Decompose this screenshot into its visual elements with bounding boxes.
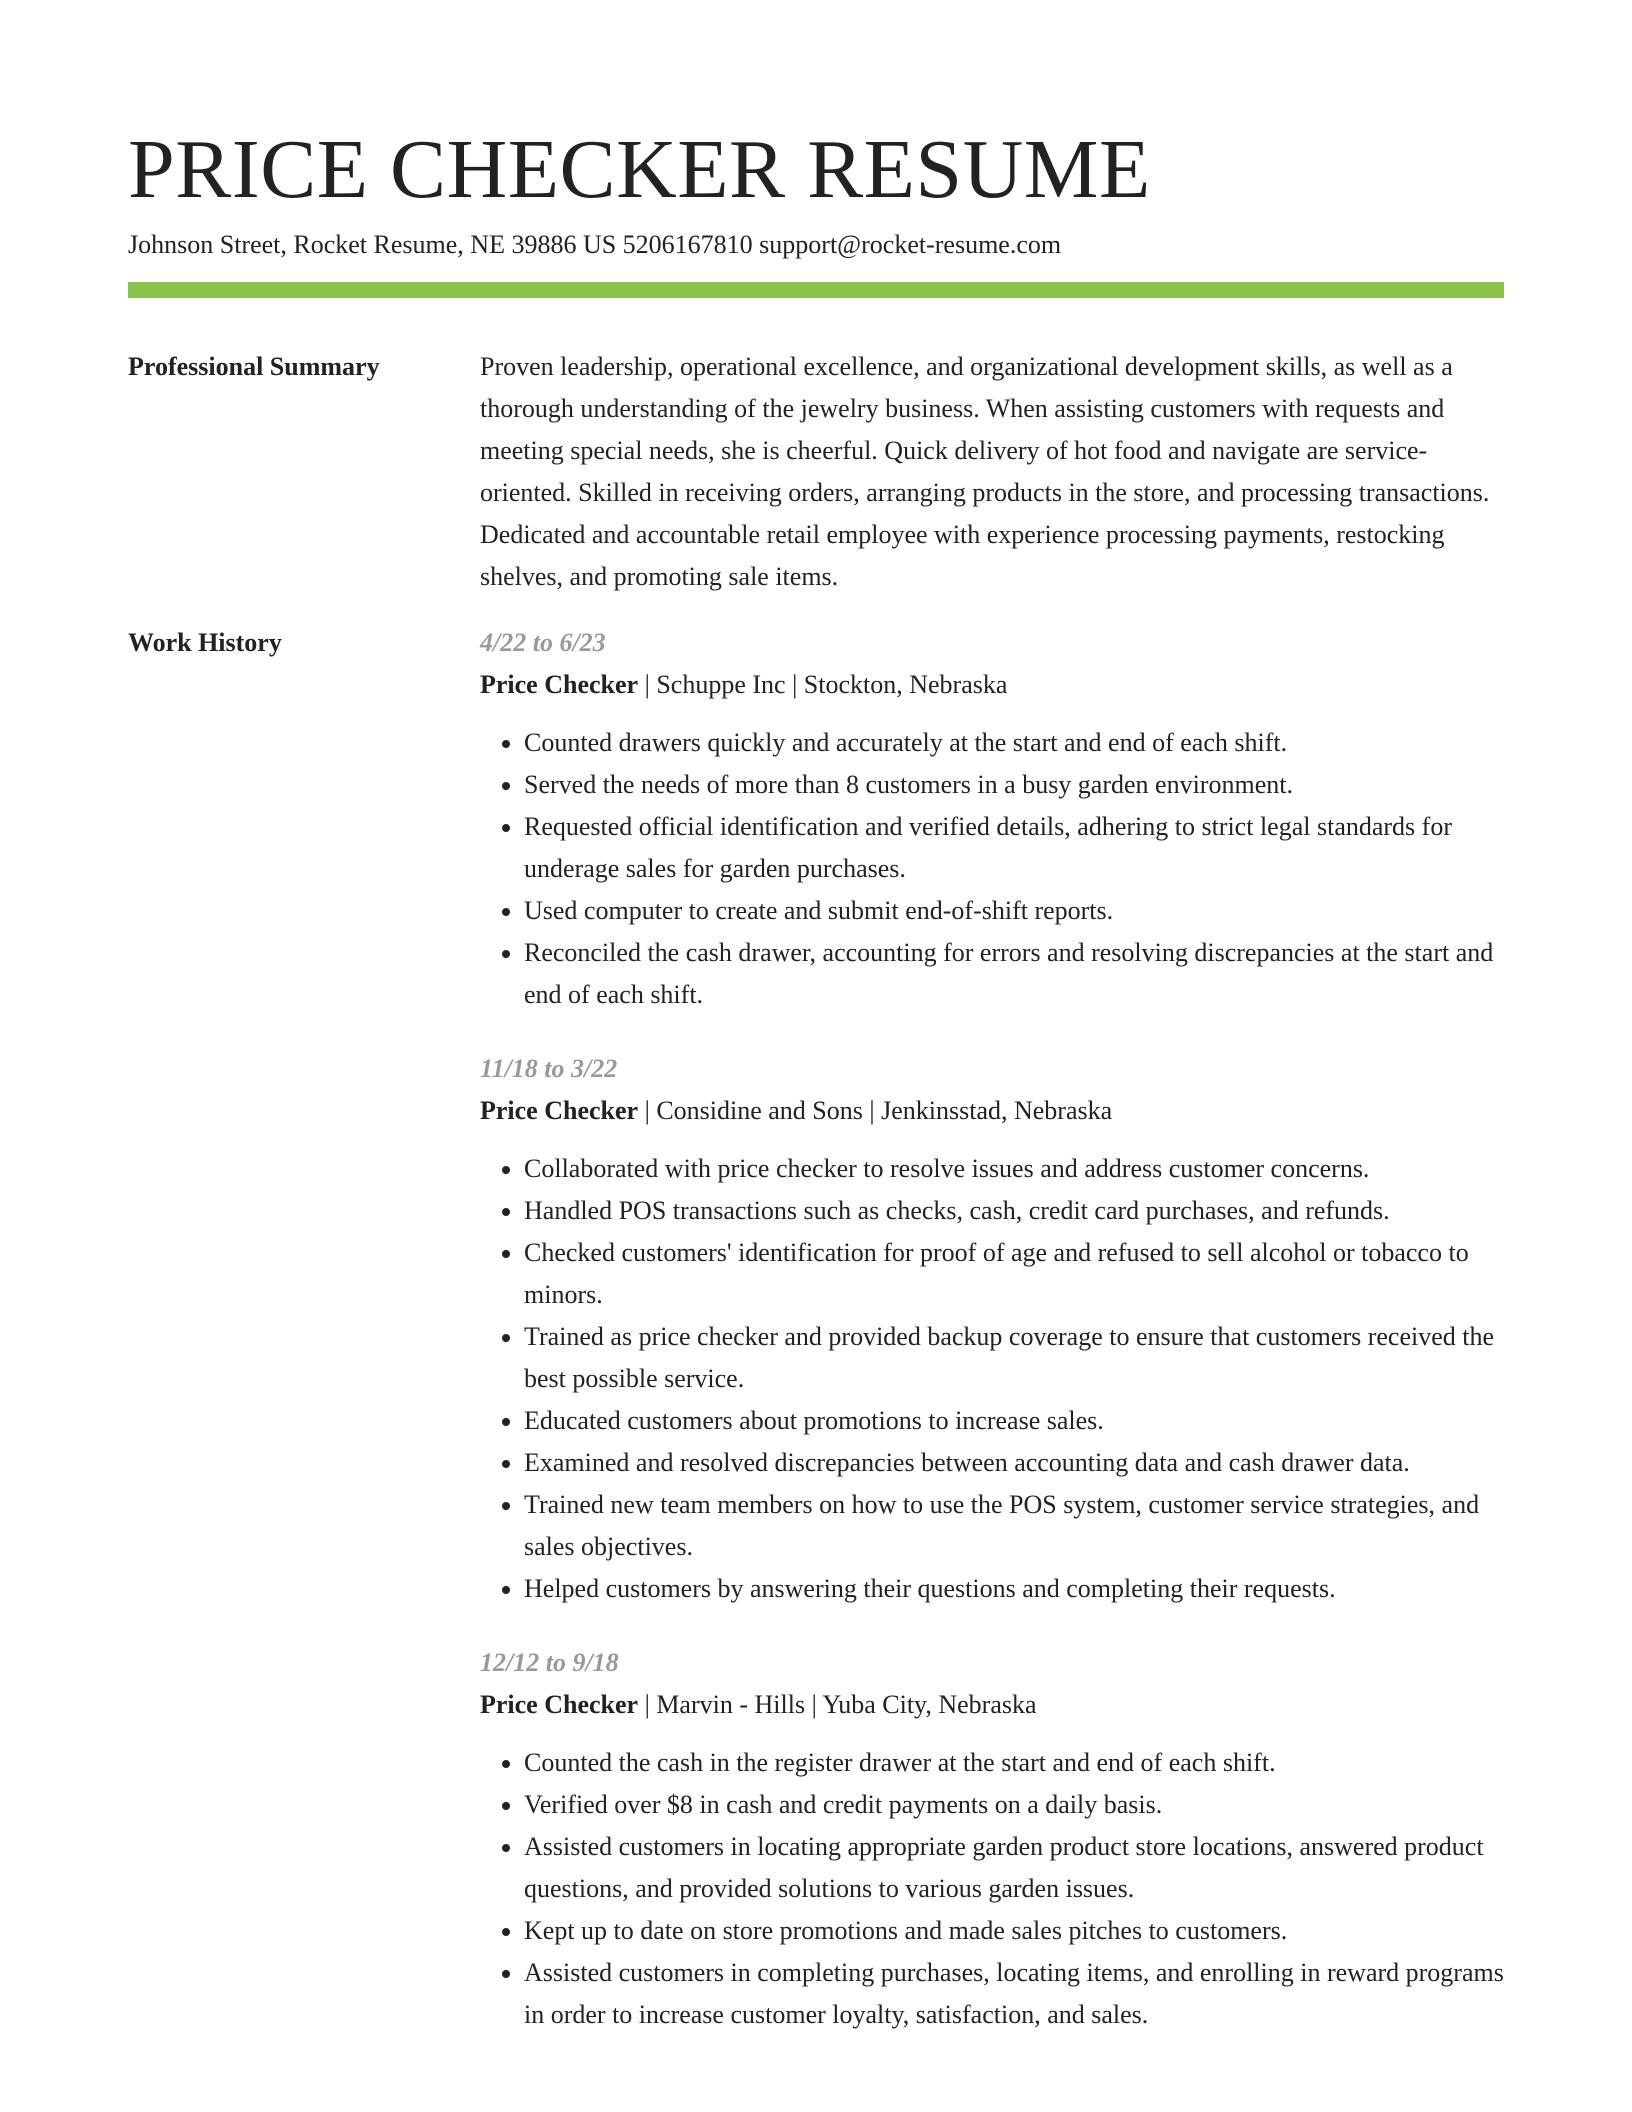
list-item: • Educated customers about promotions to increase sales.: [524, 1400, 1504, 1442]
list-item: • Trained as price checker and provided backup coverage to ensure that customers received the best possible service.: [524, 1316, 1504, 1400]
list-item: • Verified over $8 in cash and credit payments on a daily basis.: [524, 1784, 1504, 1826]
work-history-body: [480, 622, 1504, 2036]
list-item: • Trained new team members on how to use the POS system, customer service strategies, and sales objectives.: [524, 1484, 1504, 1568]
list-item: • Handled POS transactions such as checks, cash, credit card purchases, and refunds.: [524, 1190, 1504, 1232]
section-label: Work History: [128, 628, 282, 657]
list-item: • Examined and resolved discrepancies between accounting data and cash drawer data.: [524, 1442, 1504, 1484]
job-entry: [480, 1642, 1504, 2036]
job-title: Price Checker: [480, 1096, 639, 1125]
job-location: Jenkinsstad, Nebraska: [881, 1096, 1113, 1125]
job-heading: [480, 1684, 1504, 1726]
job-location: Stockton, Nebraska: [803, 670, 1008, 699]
list-item: • Requested official identification and verified details, adhering to strict legal standards for underage sales for garden purchases.: [524, 806, 1504, 890]
accent-divider: [128, 282, 1504, 298]
job-dates: 12/12 to 9/18: [480, 1648, 619, 1677]
job-company: Considine and Sons: [656, 1096, 863, 1125]
list-item: • Kept up to date on store promotions and made sales pitches to customers.: [524, 1910, 1504, 1952]
separator: |: [785, 670, 804, 699]
resume-title: PRICE CHECKER RESUME: [128, 123, 1151, 216]
summary-text: Proven leadership, operational excellence, and organizational development skills, as well as a thorough understanding of the jewelry business. When assisting customers with requests and meeting special needs, she is cheerful. Quick delivery of hot food and navigate are service-oriented. Skilled in receiving orders, arranging products in the store, and processing transactions. Dedicated and accountable retail employee with experience processing payments, restocking shelves, and promoting sale items.: [480, 352, 1490, 591]
list-item: • Served the needs of more than 8 customers in a busy garden environment.: [524, 764, 1504, 806]
list-item: • Assisted customers in locating appropriate garden product store locations, answered product questions, and provided solutions to various garden issues.: [524, 1826, 1504, 1910]
job-entry: [480, 622, 1504, 1016]
work-history-section: [128, 622, 1504, 2036]
job-entry: [480, 1048, 1504, 1610]
job-dates: 11/18 to 3/22: [480, 1054, 618, 1083]
job-heading: [480, 664, 1504, 706]
job-heading: [480, 1090, 1504, 1132]
list-item: • Checked customers' identification for proof of age and refused to sell alcohol or tobacco to minors.: [524, 1232, 1504, 1316]
separator: |: [638, 1690, 657, 1719]
contact-info: Johnson Street, Rocket Resume, NE 39886 US 5206167810 support@rocket-resume.com: [128, 230, 1062, 259]
summary-body: [480, 346, 1504, 598]
job-location: Yuba City, Nebraska: [822, 1690, 1037, 1719]
job-duties-list: [480, 1742, 1504, 2036]
job-title: Price Checker: [480, 1690, 639, 1719]
list-item: • Collaborated with price checker to resolve issues and address customer concerns.: [524, 1148, 1504, 1190]
list-item: • Helped customers by answering their questions and completing their requests.: [524, 1568, 1504, 1610]
job-duties-list: [480, 722, 1504, 1016]
job-dates: 4/22 to 6/23: [480, 628, 606, 657]
separator: |: [805, 1690, 823, 1719]
list-item: • Counted the cash in the register drawer at the start and end of each shift.: [524, 1742, 1504, 1784]
professional-summary-section: [128, 346, 1504, 598]
separator: |: [638, 1096, 657, 1125]
job-company: Marvin - Hills: [656, 1690, 806, 1719]
list-item: • Reconciled the cash drawer, accounting for errors and resolving discrepancies at the start and end of each shift.: [524, 932, 1504, 1016]
job-duties-list: [480, 1148, 1504, 1610]
job-company: Schuppe Inc: [656, 670, 786, 699]
list-item: • Counted drawers quickly and accurately at the start and end of each shift.: [524, 722, 1504, 764]
resume-page: [128, 120, 1504, 2036]
job-title: Price Checker: [480, 670, 639, 699]
separator: |: [862, 1096, 882, 1125]
list-item: • Used computer to create and submit end-of-shift reports.: [524, 890, 1504, 932]
list-item: • Assisted customers in completing purchases, locating items, and enrolling in reward programs in order to increase customer loyalty, satisfaction, and sales.: [524, 1952, 1504, 2036]
separator: |: [638, 670, 657, 699]
section-label: Professional Summary: [128, 352, 380, 381]
